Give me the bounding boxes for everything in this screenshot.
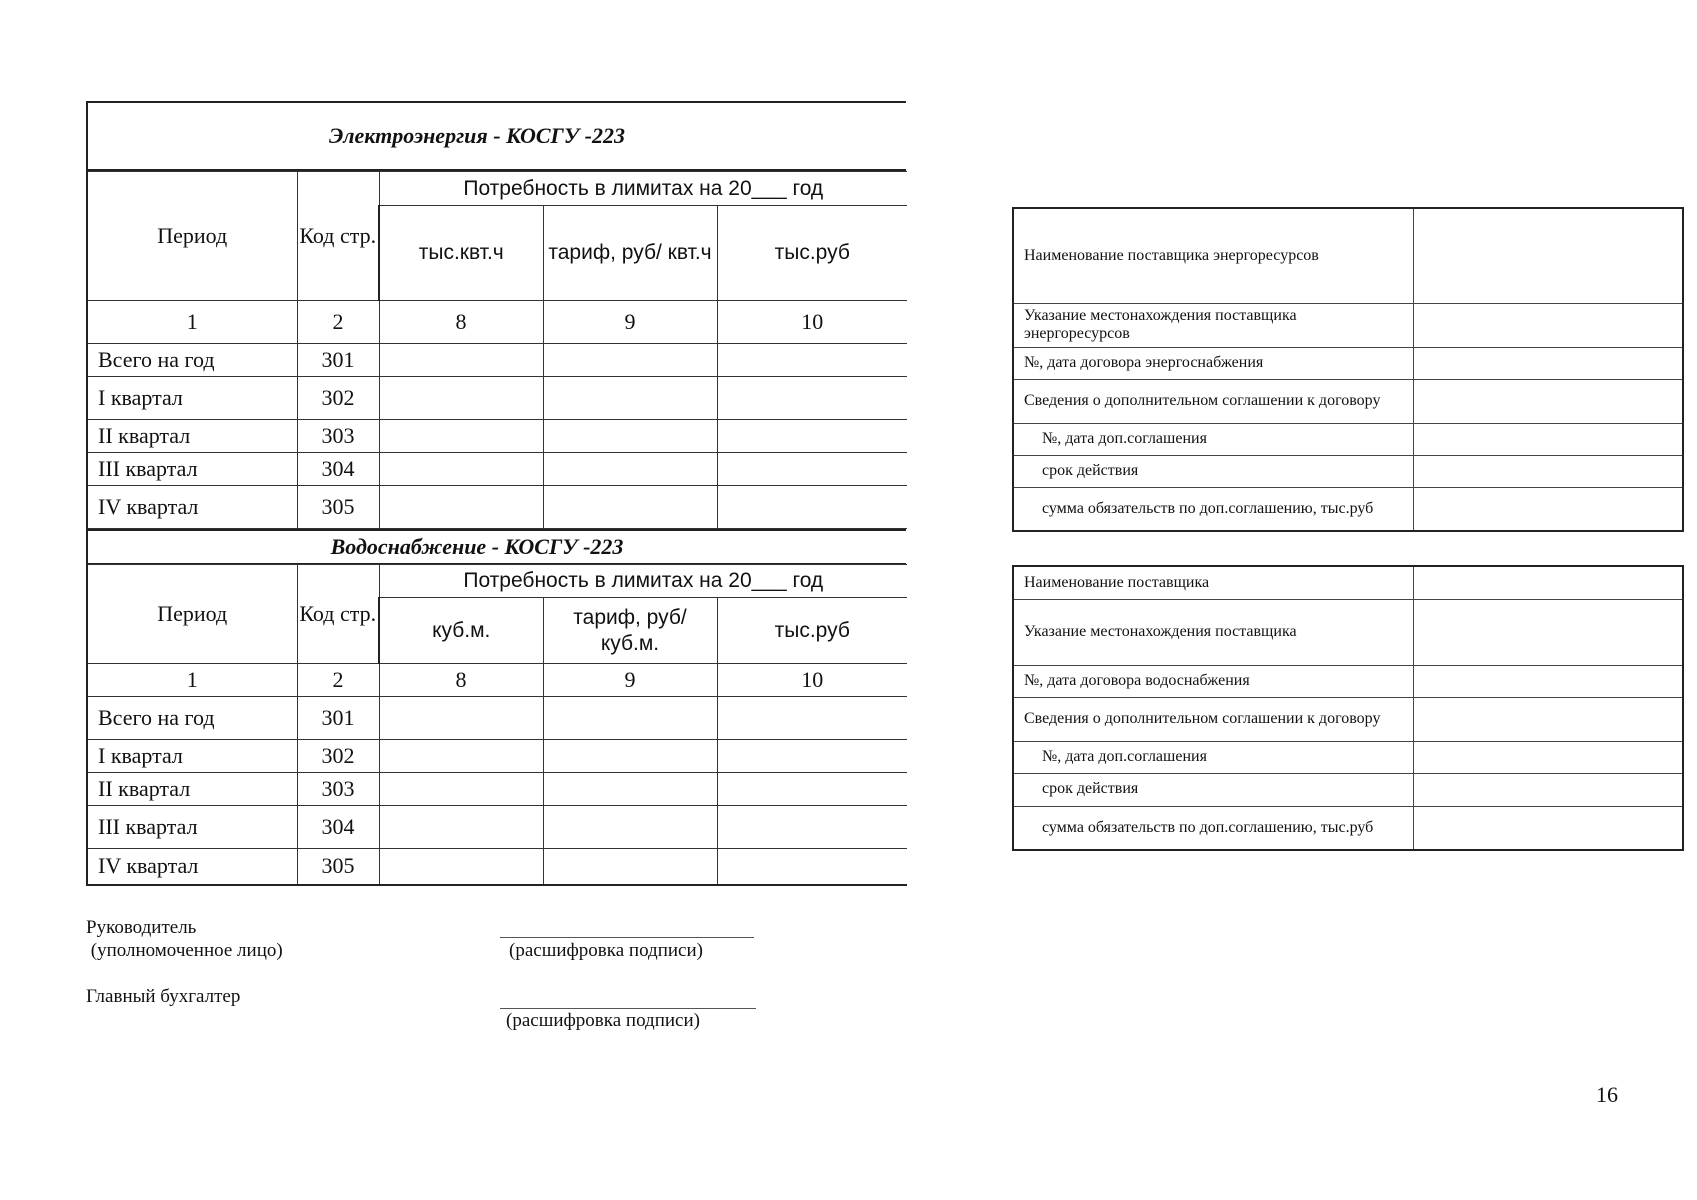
period-header: Период (87, 172, 297, 301)
sum-header: тыс.руб (717, 206, 907, 301)
supplier-name-label: Наименование поставщика (1013, 566, 1413, 599)
value-cell[interactable] (1413, 773, 1683, 806)
sum-cell[interactable] (717, 697, 907, 740)
code-header: Код стр. (297, 172, 379, 301)
tariff-cell[interactable] (543, 486, 717, 529)
period-cell: IV квартал (87, 849, 297, 885)
value-cell[interactable] (1413, 423, 1683, 455)
sum-cell[interactable] (717, 486, 907, 529)
code-cell: 302 (297, 740, 379, 773)
col-number: 8 (379, 664, 543, 697)
code-cell: 303 (297, 420, 379, 453)
value-cell[interactable] (1413, 487, 1683, 531)
col-number: 9 (543, 301, 717, 344)
code-cell: 301 (297, 697, 379, 740)
period-cell: Всего на год (87, 697, 297, 740)
col-number: 10 (717, 301, 907, 344)
water-table (86, 564, 907, 886)
term-label: срок действия (1013, 773, 1413, 806)
sum-header: тыс.руб (717, 598, 907, 664)
value-cell[interactable] (1413, 303, 1683, 347)
value-cell[interactable] (1413, 347, 1683, 379)
contract-label: №, дата договора водоснабжения (1013, 665, 1413, 697)
obligations-label: сумма обязательств по доп.соглашению, тыс.руб (1013, 806, 1413, 850)
value-cell[interactable] (1413, 741, 1683, 773)
units-cell[interactable] (379, 806, 543, 849)
term-label: срок действия (1013, 455, 1413, 487)
obligations-label: сумма обязательств по доп.соглашению, тыс.руб (1013, 487, 1413, 531)
table-row (87, 453, 907, 486)
tariff-cell[interactable] (543, 377, 717, 420)
code-cell: 302 (297, 377, 379, 420)
value-cell[interactable] (1413, 697, 1683, 741)
limits-tables (86, 101, 906, 887)
period-header: Период (87, 565, 297, 664)
units-cell[interactable] (379, 344, 543, 377)
supplier-location-label: Указание местонахождения поставщика (1013, 599, 1413, 665)
tariff-cell[interactable] (543, 697, 717, 740)
tariff-cell[interactable] (543, 453, 717, 486)
head-label: Руководитель (86, 917, 197, 938)
sum-cell[interactable] (717, 773, 907, 806)
period-cell: I квартал (87, 377, 297, 420)
value-cell[interactable] (1413, 599, 1683, 665)
addendum-label: Сведения о дополнительном соглашении к договору (1013, 697, 1413, 741)
col-number: 2 (297, 301, 379, 344)
value-cell[interactable] (1413, 566, 1683, 599)
need-header: Потребность в лимитах на 20___ год (379, 172, 907, 206)
tariff-cell[interactable] (543, 773, 717, 806)
code-cell: 303 (297, 773, 379, 806)
tariff-cell[interactable] (543, 420, 717, 453)
decode-label: (расшифровка подписи) (509, 940, 703, 961)
units-cell[interactable] (379, 773, 543, 806)
units-header: куб.м. (379, 598, 543, 664)
table-row (87, 806, 907, 849)
units-cell[interactable] (379, 453, 543, 486)
tariff-header: тариф, руб/ куб.м. (543, 598, 717, 664)
table-row (87, 740, 907, 773)
electricity-title: Электроэнергия - КОСГУ -223 (86, 101, 906, 171)
code-cell: 301 (297, 344, 379, 377)
tariff-header: тариф, руб/ квт.ч (543, 206, 717, 301)
value-cell[interactable] (1413, 208, 1683, 303)
water-supplier-table (1012, 565, 1684, 851)
col-number: 8 (379, 301, 543, 344)
period-cell: II квартал (87, 773, 297, 806)
col-number: 9 (543, 664, 717, 697)
table-row (87, 486, 907, 529)
water-title: Водоснабжение - КОСГУ -223 (86, 529, 906, 564)
code-cell: 304 (297, 806, 379, 849)
period-cell: III квартал (87, 806, 297, 849)
decode-label: (расшифровка подписи) (506, 1010, 700, 1031)
table-row (87, 697, 907, 740)
period-cell: IV квартал (87, 486, 297, 529)
period-cell: III квартал (87, 453, 297, 486)
units-cell[interactable] (379, 740, 543, 773)
head-sublabel: (уполномоченное лицо) (86, 939, 283, 961)
table-row (87, 344, 907, 377)
period-cell: I квартал (87, 740, 297, 773)
table-row (87, 773, 907, 806)
units-cell[interactable] (379, 849, 543, 885)
electricity-table (86, 171, 907, 529)
table-row (87, 420, 907, 453)
addendum-number-label: №, дата доп.соглашения (1013, 741, 1413, 773)
supplier-name-label: Наименование поставщика энергоресурсов (1013, 208, 1413, 303)
sum-cell[interactable] (717, 849, 907, 885)
signature-line (500, 937, 754, 938)
code-header: Код стр. (297, 565, 379, 664)
contract-label: №, дата договора энергоснабжения (1013, 347, 1413, 379)
col-number: 10 (717, 664, 907, 697)
head-title (86, 917, 283, 963)
accountant-label: Главный бухгалтер (86, 986, 241, 1007)
sum-cell[interactable] (717, 740, 907, 773)
units-cell[interactable] (379, 697, 543, 740)
page-number: 16 (1596, 1082, 1618, 1107)
need-header: Потребность в лимитах на 20___ год (379, 565, 907, 598)
value-cell[interactable] (1413, 665, 1683, 697)
tariff-cell[interactable] (543, 849, 717, 885)
sum-cell[interactable] (717, 806, 907, 849)
tariff-cell[interactable] (543, 806, 717, 849)
code-cell: 305 (297, 486, 379, 529)
col-number: 2 (297, 664, 379, 697)
electricity-supplier-table (1012, 207, 1684, 532)
units-header: тыс.квт.ч (379, 206, 543, 301)
period-cell: II квартал (87, 420, 297, 453)
units-cell[interactable] (379, 486, 543, 529)
value-cell[interactable] (1413, 379, 1683, 423)
period-cell: Всего на год (87, 344, 297, 377)
tariff-cell[interactable] (543, 740, 717, 773)
table-row (87, 377, 907, 420)
sum-cell[interactable] (717, 377, 907, 420)
sum-cell[interactable] (717, 453, 907, 486)
units-cell[interactable] (379, 420, 543, 453)
value-cell[interactable] (1413, 455, 1683, 487)
addendum-number-label: №, дата доп.соглашения (1013, 423, 1413, 455)
addendum-label: Сведения о дополнительном соглашении к договору (1013, 379, 1413, 423)
code-cell: 305 (297, 849, 379, 885)
table-row (87, 849, 907, 885)
supplier-location-label: Указание местонахождения поставщика энергоресурсов (1013, 303, 1413, 347)
sum-cell[interactable] (717, 344, 907, 377)
col-number: 1 (87, 664, 297, 697)
tariff-cell[interactable] (543, 344, 717, 377)
col-number: 1 (87, 301, 297, 344)
sum-cell[interactable] (717, 420, 907, 453)
code-cell: 304 (297, 453, 379, 486)
signature-line (500, 1008, 756, 1009)
units-cell[interactable] (379, 377, 543, 420)
value-cell[interactable] (1413, 806, 1683, 850)
